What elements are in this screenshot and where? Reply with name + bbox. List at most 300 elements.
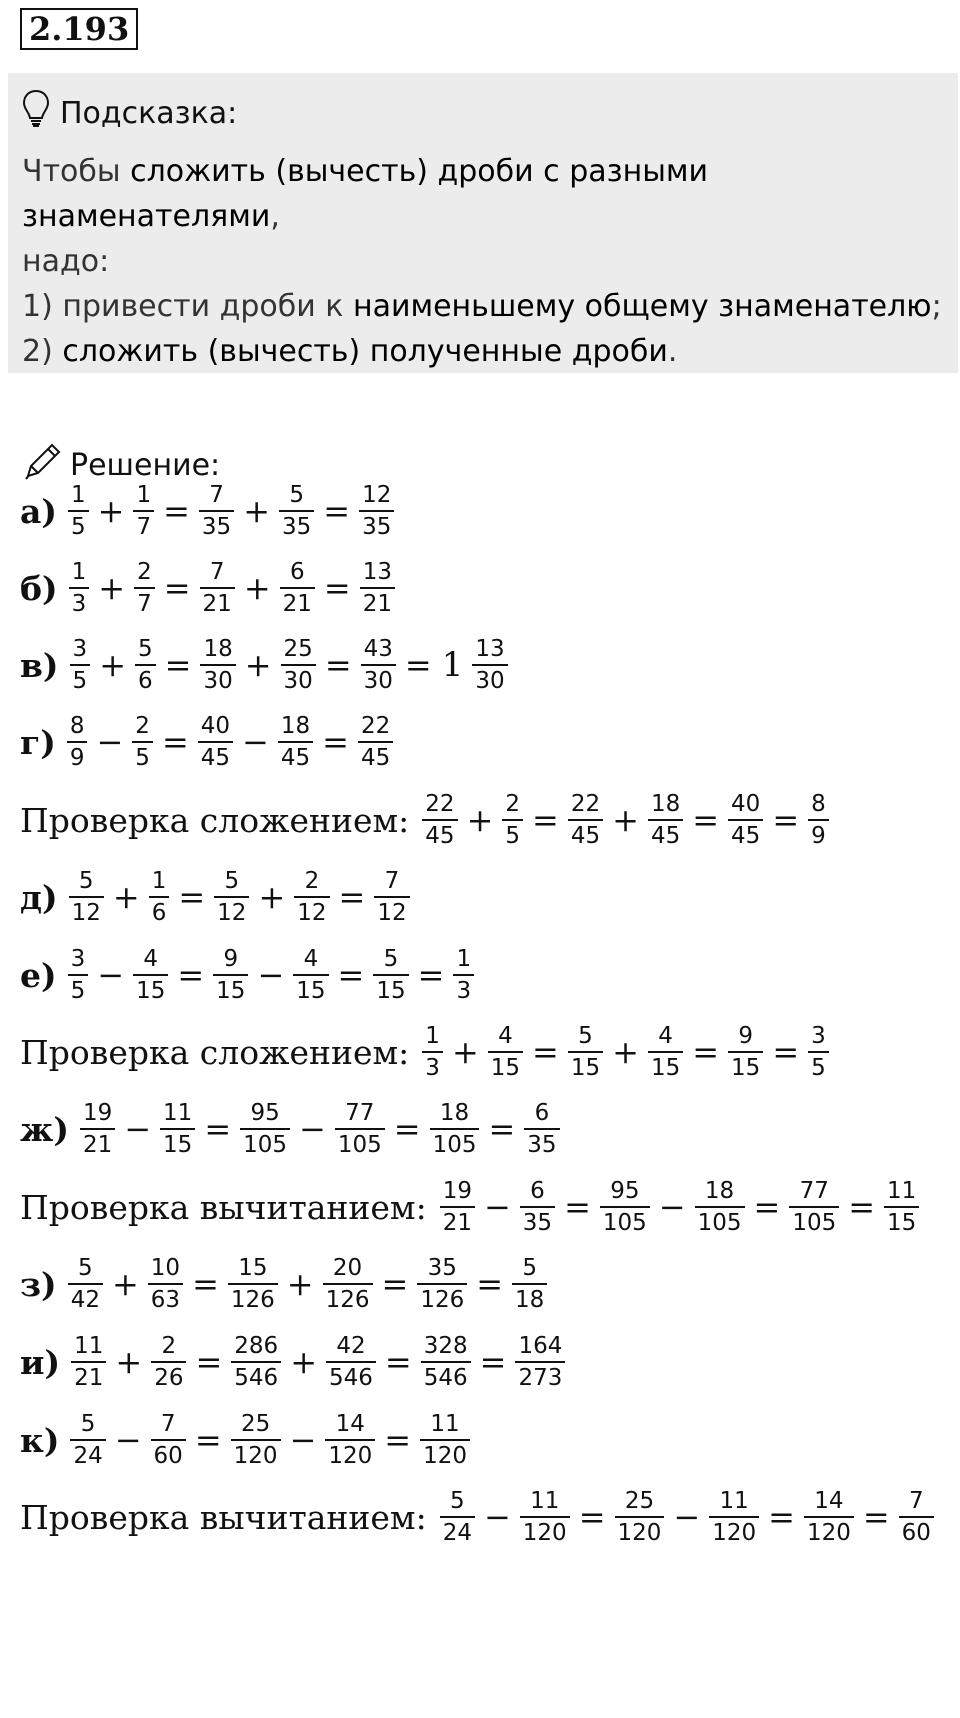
numerator: 11 xyxy=(719,1488,749,1514)
denominator: 105 xyxy=(335,1128,385,1160)
operator: = xyxy=(753,1188,781,1226)
solution-line xyxy=(20,1409,473,1471)
fraction xyxy=(134,557,155,619)
fraction xyxy=(728,789,763,851)
denominator: 26 xyxy=(151,1361,186,1393)
operator: = xyxy=(417,956,445,994)
hint-line xyxy=(22,329,944,374)
fraction xyxy=(453,944,474,1006)
denominator: 105 xyxy=(240,1128,290,1160)
numerator: 286 xyxy=(234,1333,279,1359)
operator: = xyxy=(404,646,432,684)
fraction xyxy=(80,1098,115,1160)
operator: = xyxy=(848,1188,876,1226)
operator: = xyxy=(323,569,351,607)
operator: = xyxy=(564,1188,591,1226)
fraction xyxy=(804,1486,854,1548)
fraction xyxy=(135,634,156,696)
denominator: 5 xyxy=(68,510,89,542)
numerator: 4 xyxy=(143,946,159,972)
operator: − xyxy=(96,723,124,761)
fraction xyxy=(568,1021,603,1083)
numerator: 95 xyxy=(610,1178,640,1204)
hint-line xyxy=(22,284,944,329)
fraction xyxy=(151,1331,186,1393)
fraction xyxy=(279,480,314,542)
fraction xyxy=(615,1486,665,1548)
numerator: 7 xyxy=(209,559,225,585)
operator: + xyxy=(466,801,494,839)
solution-line xyxy=(20,1331,568,1393)
denominator: 35 xyxy=(199,510,234,542)
numerator: 5 xyxy=(138,636,153,662)
fraction xyxy=(568,789,603,851)
fraction xyxy=(515,1331,565,1393)
fraction xyxy=(294,866,329,928)
denominator: 120 xyxy=(804,1516,854,1548)
fraction xyxy=(326,1331,376,1393)
denominator: 21 xyxy=(71,1361,106,1393)
numerator: 6 xyxy=(534,1100,550,1126)
denominator: 45 xyxy=(568,819,603,851)
operator: + xyxy=(612,1033,639,1071)
numerator: 22 xyxy=(570,791,601,817)
fraction xyxy=(214,866,249,928)
check-label: Проверка вычитанием: xyxy=(20,1187,427,1227)
hint-text-segment: Чтобы xyxy=(22,154,131,189)
numerator: 5 xyxy=(78,1255,93,1281)
fraction xyxy=(148,1253,183,1315)
operator: = xyxy=(194,1421,222,1459)
denominator: 35 xyxy=(524,1128,559,1160)
numerator: 18 xyxy=(439,1100,470,1126)
operator: = xyxy=(338,878,366,916)
fraction xyxy=(728,1021,763,1083)
numerator: 2 xyxy=(135,713,150,739)
numerator: 10 xyxy=(150,1255,181,1281)
operator: = xyxy=(337,956,365,994)
numerator: 25 xyxy=(624,1488,655,1514)
fraction xyxy=(422,1021,443,1083)
operator: = xyxy=(164,646,192,684)
denominator: 45 xyxy=(278,741,313,773)
operator: + xyxy=(451,1033,479,1071)
denominator: 546 xyxy=(326,1361,376,1393)
solution-line xyxy=(20,866,413,928)
fraction xyxy=(358,711,393,773)
operator: + xyxy=(243,492,270,530)
denominator: 30 xyxy=(361,664,396,696)
denominator: 3 xyxy=(453,974,474,1006)
numerator: 11 xyxy=(430,1411,460,1437)
operator: = xyxy=(476,1265,504,1303)
numerator: 22 xyxy=(425,791,455,817)
numerator: 6 xyxy=(530,1178,545,1204)
item-label: а) xyxy=(20,491,57,531)
solution-line xyxy=(20,1098,563,1160)
numerator: 5 xyxy=(522,1255,537,1281)
numerator: 4 xyxy=(303,946,319,972)
fraction xyxy=(228,1253,278,1315)
fraction xyxy=(648,789,683,851)
numerator: 2 xyxy=(304,868,320,894)
numerator: 11 xyxy=(887,1178,917,1204)
denominator: 126 xyxy=(417,1283,467,1315)
denominator: 105 xyxy=(430,1128,480,1160)
numerator: 35 xyxy=(427,1255,457,1281)
numerator: 42 xyxy=(336,1333,366,1359)
operator: = xyxy=(479,1343,507,1381)
fraction xyxy=(502,789,523,851)
numerator: 15 xyxy=(238,1255,268,1281)
denominator: 9 xyxy=(808,819,829,851)
numerator: 18 xyxy=(280,713,311,739)
denominator: 15 xyxy=(213,974,248,1006)
denominator: 24 xyxy=(70,1439,105,1471)
numerator: 11 xyxy=(163,1100,193,1126)
denominator: 5 xyxy=(68,974,89,1006)
denominator: 7 xyxy=(133,510,154,542)
fraction xyxy=(520,1486,570,1548)
fraction xyxy=(884,1176,919,1238)
denominator: 120 xyxy=(520,1516,570,1548)
numerator: 5 xyxy=(450,1488,465,1514)
denominator: 126 xyxy=(323,1283,373,1315)
fraction xyxy=(69,866,104,928)
fraction xyxy=(899,1486,934,1548)
hint-text-segment: . xyxy=(667,334,678,369)
operator: − xyxy=(257,956,285,994)
numerator: 18 xyxy=(650,791,681,817)
operator: = xyxy=(163,492,190,530)
operator: + xyxy=(286,1265,314,1303)
problem-number: 2.193 xyxy=(20,8,138,50)
denominator: 5 xyxy=(808,1051,829,1083)
item-label: ж) xyxy=(20,1109,69,1149)
denominator: 6 xyxy=(149,896,170,928)
denominator: 3 xyxy=(69,587,90,619)
fraction xyxy=(512,1253,547,1315)
numerator: 2 xyxy=(505,791,521,817)
whole-part: 1 xyxy=(441,645,464,685)
hint-line xyxy=(22,149,944,239)
operator: = xyxy=(204,1110,232,1148)
fraction xyxy=(151,1409,186,1471)
denominator: 546 xyxy=(421,1361,471,1393)
numerator: 5 xyxy=(383,946,399,972)
numerator: 25 xyxy=(283,636,313,662)
numerator: 5 xyxy=(80,1411,96,1437)
item-label: г) xyxy=(20,722,56,762)
numerator: 9 xyxy=(738,1023,753,1049)
numerator: 2 xyxy=(161,1333,177,1359)
operator: = xyxy=(772,801,800,839)
numerator: 5 xyxy=(289,482,304,508)
fraction xyxy=(231,1331,281,1393)
hint-box xyxy=(8,73,958,373)
numerator: 2 xyxy=(137,559,152,585)
check-label: Проверка вычитанием: xyxy=(20,1497,427,1537)
fraction xyxy=(240,1098,290,1160)
fraction xyxy=(808,1021,829,1083)
operator: = xyxy=(768,1498,795,1536)
denominator: 5 xyxy=(70,664,91,696)
numerator: 19 xyxy=(82,1100,113,1126)
fraction xyxy=(440,1176,475,1238)
operator: + xyxy=(612,801,639,839)
numerator: 1 xyxy=(71,559,87,585)
numerator: 7 xyxy=(209,482,224,508)
denominator: 21 xyxy=(80,1128,115,1160)
operator: + xyxy=(97,492,125,530)
numerator: 7 xyxy=(384,868,400,894)
fraction xyxy=(293,944,328,1006)
item-label: з) xyxy=(20,1264,57,1304)
fraction xyxy=(430,1098,480,1160)
denominator: 120 xyxy=(231,1439,281,1471)
numerator: 8 xyxy=(811,791,826,817)
fraction xyxy=(520,1176,555,1238)
numerator: 1 xyxy=(136,482,152,508)
numerator: 1 xyxy=(425,1023,440,1049)
operator: + xyxy=(258,878,286,916)
fraction xyxy=(213,944,248,1006)
hint-text-segment: 1) привести дроби к xyxy=(22,289,353,324)
denominator: 24 xyxy=(440,1516,475,1548)
hint-text-segment: ; xyxy=(931,289,942,324)
fraction xyxy=(71,1331,106,1393)
solution-line xyxy=(20,944,477,1006)
operator: = xyxy=(532,801,559,839)
denominator: 546 xyxy=(231,1361,281,1393)
fraction xyxy=(488,1021,523,1083)
item-label: б) xyxy=(20,568,58,608)
denominator: 15 xyxy=(728,1051,763,1083)
denominator: 12 xyxy=(214,896,249,928)
denominator: 45 xyxy=(358,741,393,773)
denominator: 3 xyxy=(422,1051,443,1083)
hint-line xyxy=(22,239,944,284)
numerator: 25 xyxy=(240,1411,271,1437)
denominator: 120 xyxy=(325,1439,375,1471)
denominator: 120 xyxy=(709,1516,759,1548)
denominator: 35 xyxy=(520,1206,555,1238)
hint-text xyxy=(22,149,944,374)
operator: = xyxy=(532,1033,559,1071)
check-label: Проверка сложением: xyxy=(20,800,410,840)
operator: = xyxy=(322,723,349,761)
hint-header xyxy=(22,85,944,141)
fraction xyxy=(709,1486,759,1548)
numerator: 5 xyxy=(578,1023,593,1049)
hint-emphasis: сложить (вычесть) полученные дроби xyxy=(62,334,668,369)
item-label: в) xyxy=(20,645,59,685)
check-line xyxy=(20,1021,832,1083)
denominator: 30 xyxy=(472,664,507,696)
hint-text-segment: 2) xyxy=(22,334,63,369)
numerator: 40 xyxy=(200,713,231,739)
fraction xyxy=(420,1409,470,1471)
operator: = xyxy=(177,956,205,994)
operator: − xyxy=(673,1498,701,1536)
item-label: и) xyxy=(20,1342,61,1382)
fraction xyxy=(323,1253,373,1315)
fraction xyxy=(133,480,154,542)
operator: = xyxy=(692,1033,720,1071)
numerator: 11 xyxy=(74,1333,104,1359)
denominator: 7 xyxy=(134,587,155,619)
denominator: 15 xyxy=(133,974,168,1006)
numerator: 7 xyxy=(908,1488,924,1514)
hint-title: Подсказка: xyxy=(60,95,238,131)
fraction xyxy=(808,789,829,851)
denominator: 15 xyxy=(568,1051,603,1083)
fraction xyxy=(422,789,457,851)
numerator: 3 xyxy=(70,946,86,972)
fraction xyxy=(648,1021,683,1083)
numerator: 13 xyxy=(362,559,392,585)
numerator: 18 xyxy=(704,1178,735,1204)
fraction xyxy=(200,557,235,619)
numerator: 1 xyxy=(71,482,86,508)
operator: = xyxy=(393,1110,421,1148)
numerator: 1 xyxy=(151,868,167,894)
solution-line xyxy=(20,557,398,619)
operator: = xyxy=(324,646,352,684)
denominator: 21 xyxy=(280,587,315,619)
operator: = xyxy=(323,492,351,530)
operator: = xyxy=(161,723,189,761)
denominator: 120 xyxy=(420,1439,470,1471)
numerator: 164 xyxy=(518,1333,563,1359)
operator: − xyxy=(658,1188,686,1226)
denominator: 21 xyxy=(440,1206,475,1238)
numerator: 77 xyxy=(799,1178,829,1204)
denominator: 120 xyxy=(615,1516,665,1548)
operator: = xyxy=(772,1033,800,1071)
denominator: 126 xyxy=(228,1283,278,1315)
solution-line xyxy=(20,634,511,696)
operator: + xyxy=(115,1343,143,1381)
denominator: 15 xyxy=(488,1051,523,1083)
fraction xyxy=(373,944,408,1006)
operator: + xyxy=(98,569,126,607)
operator: = xyxy=(384,1421,412,1459)
operator: − xyxy=(483,1188,511,1226)
operator: + xyxy=(290,1343,317,1381)
operator: + xyxy=(243,569,271,607)
fraction xyxy=(69,557,90,619)
fraction xyxy=(278,711,313,773)
hint-text-segment: , xyxy=(270,199,280,234)
operator: − xyxy=(483,1498,511,1536)
operator: − xyxy=(114,1421,142,1459)
fraction xyxy=(374,866,409,928)
denominator: 9 xyxy=(67,741,88,773)
denominator: 45 xyxy=(198,741,233,773)
denominator: 30 xyxy=(281,664,316,696)
operator: − xyxy=(289,1421,317,1459)
item-label: д) xyxy=(20,877,58,917)
hint-emphasis: наименьшему общему знаменателю xyxy=(352,289,932,324)
denominator: 60 xyxy=(899,1516,934,1548)
denominator: 12 xyxy=(69,896,104,928)
fraction xyxy=(335,1098,385,1160)
numerator: 43 xyxy=(363,636,393,662)
fraction xyxy=(149,866,170,928)
fraction xyxy=(67,711,88,773)
denominator: 30 xyxy=(200,664,235,696)
numerator: 4 xyxy=(658,1023,673,1049)
denominator: 5 xyxy=(132,741,153,773)
fraction xyxy=(133,944,168,1006)
fraction xyxy=(231,1409,281,1471)
operator: = xyxy=(488,1110,516,1148)
fraction xyxy=(200,634,235,696)
numerator: 9 xyxy=(223,946,239,972)
fraction xyxy=(325,1409,375,1471)
fraction xyxy=(695,1176,745,1238)
operator: + xyxy=(112,878,140,916)
fraction xyxy=(160,1098,195,1160)
numerator: 5 xyxy=(224,868,240,894)
operator: = xyxy=(578,1498,606,1536)
denominator: 63 xyxy=(148,1283,183,1315)
denominator: 60 xyxy=(151,1439,186,1471)
numerator: 18 xyxy=(203,636,233,662)
operator: = xyxy=(192,1265,219,1303)
numerator: 6 xyxy=(289,559,305,585)
numerator: 40 xyxy=(731,791,761,817)
denominator: 273 xyxy=(515,1361,565,1393)
numerator: 328 xyxy=(423,1333,468,1359)
fraction xyxy=(600,1176,650,1238)
numerator: 22 xyxy=(360,713,391,739)
denominator: 105 xyxy=(789,1206,839,1238)
denominator: 35 xyxy=(359,510,394,542)
denominator: 15 xyxy=(160,1128,195,1160)
fraction xyxy=(360,557,395,619)
fraction xyxy=(361,634,396,696)
numerator: 3 xyxy=(811,1023,826,1049)
fraction xyxy=(68,480,89,542)
denominator: 18 xyxy=(512,1283,547,1315)
fraction xyxy=(472,634,507,696)
numerator: 5 xyxy=(78,868,94,894)
operator: = xyxy=(692,801,720,839)
denominator: 45 xyxy=(648,819,683,851)
denominator: 45 xyxy=(728,819,763,851)
numerator: 19 xyxy=(442,1178,472,1204)
operator: = xyxy=(384,1343,412,1381)
check-label: Проверка сложением: xyxy=(20,1032,410,1072)
hint-emphasis: сложить (вычесть) дроби с разными знаменателями xyxy=(22,154,709,234)
operator: = xyxy=(163,569,191,607)
operator: = xyxy=(862,1498,890,1536)
numerator: 7 xyxy=(160,1411,176,1437)
numerator: 4 xyxy=(498,1023,513,1049)
operator: = xyxy=(381,1265,409,1303)
item-label: е) xyxy=(20,955,57,995)
hint-text-segment: надо: xyxy=(22,244,110,279)
operator: − xyxy=(124,1110,152,1148)
denominator: 15 xyxy=(373,974,408,1006)
operator: + xyxy=(111,1265,139,1303)
fraction xyxy=(359,480,394,542)
numerator: 14 xyxy=(814,1488,844,1514)
numerator: 11 xyxy=(530,1488,560,1514)
fraction xyxy=(524,1098,559,1160)
